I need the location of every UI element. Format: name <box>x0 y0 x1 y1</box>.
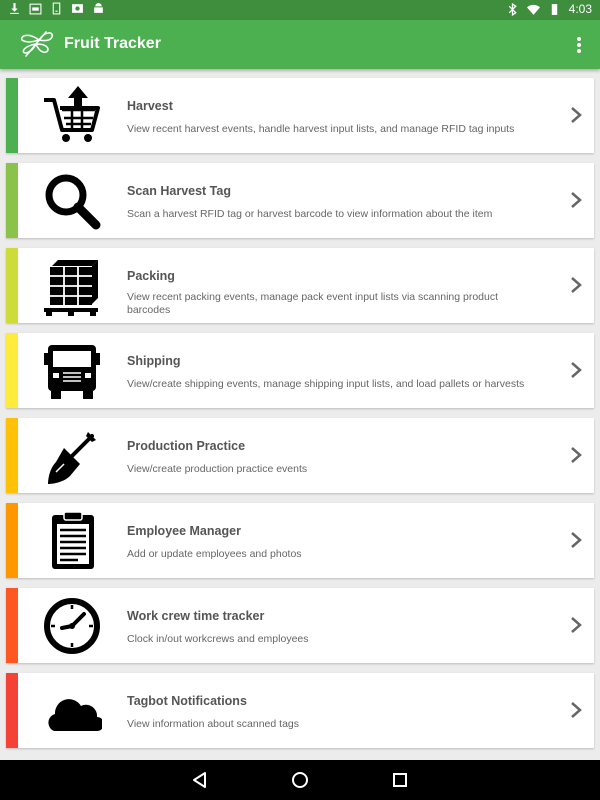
item-title: Employee Manager <box>127 524 241 538</box>
phone-icon <box>50 2 63 15</box>
notification-icons <box>8 2 105 15</box>
magnifier-icon <box>42 171 102 231</box>
item-title: Packing <box>127 269 175 283</box>
app-title: Fruit Tracker <box>64 35 161 52</box>
menu-item-tagbot-notifications[interactable] <box>6 673 594 748</box>
back-icon[interactable] <box>190 770 210 790</box>
battery-icon <box>548 3 561 16</box>
menu-item-shipping[interactable] <box>6 333 594 408</box>
color-stripe <box>6 673 18 748</box>
menu-item-harvest[interactable] <box>6 78 594 153</box>
menu-item-packing[interactable] <box>6 248 594 323</box>
item-description: Add or update employees and photos <box>127 548 302 560</box>
chevron-right-icon <box>570 106 582 124</box>
chevron-right-icon <box>570 531 582 549</box>
clipboard-icon <box>42 511 102 571</box>
recents-icon[interactable] <box>390 770 410 790</box>
item-title: Scan Harvest Tag <box>127 184 231 198</box>
chevron-right-icon <box>570 276 582 294</box>
item-description: Scan a harvest RFID tag or harvest barcode to view information about the item <box>127 208 493 220</box>
chevron-right-icon <box>570 191 582 209</box>
color-stripe <box>6 163 18 238</box>
item-title: Tagbot Notifications <box>127 694 247 708</box>
item-description: Clock in/out workcrews and employees <box>127 633 309 645</box>
chevron-right-icon <box>570 361 582 379</box>
home-icon[interactable] <box>290 770 310 790</box>
color-stripe <box>6 588 18 663</box>
item-description: View/create shipping events, manage shipping input lists, and load pallets or harvests <box>127 378 525 390</box>
color-stripe <box>6 248 18 323</box>
cloud-icon <box>42 681 102 741</box>
calendar-icon <box>29 2 42 15</box>
pallet-icon <box>42 256 102 316</box>
menu-item-scan-harvest-tag[interactable] <box>6 163 594 238</box>
download-icon <box>8 2 21 15</box>
color-stripe <box>6 333 18 408</box>
android-icon <box>92 2 105 15</box>
menu-item-employee-manager[interactable] <box>6 503 594 578</box>
system-icons <box>506 2 592 16</box>
item-title: Shipping <box>127 354 181 368</box>
color-stripe <box>6 78 18 153</box>
item-description: View information about scanned tags <box>127 718 299 730</box>
shovel-icon <box>42 426 102 486</box>
menu-item-work-crew-time-tracker[interactable] <box>6 588 594 663</box>
overflow-menu-icon[interactable] <box>572 34 586 56</box>
item-description: View recent harvest events, handle harvest input lists, and manage RFID tag inputs <box>127 123 515 135</box>
photo-icon <box>71 2 84 15</box>
color-stripe <box>6 503 18 578</box>
color-stripe <box>6 418 18 493</box>
menu-list <box>6 78 594 758</box>
status-time: 4:03 <box>568 2 592 16</box>
app-bar <box>0 20 600 69</box>
chevron-right-icon <box>570 446 582 464</box>
status-bar <box>0 0 600 20</box>
item-title: Production Practice <box>127 439 246 453</box>
chevron-right-icon <box>570 616 582 634</box>
menu-item-production-practice[interactable] <box>6 418 594 493</box>
item-title: Harvest <box>127 99 173 113</box>
item-title: Work crew time tracker <box>127 609 265 623</box>
clock-icon <box>42 596 102 656</box>
cart-icon <box>42 86 102 146</box>
wifi-icon <box>527 3 540 16</box>
navigation-bar <box>0 760 600 800</box>
item-description: View/create production practice events <box>127 463 308 475</box>
truck-icon <box>42 341 102 401</box>
bluetooth-icon <box>506 3 519 16</box>
chevron-right-icon <box>570 701 582 719</box>
dragonfly-logo-icon <box>18 28 56 60</box>
item-description: View recent packing events, manage pack event input lists via scanning product barcodes <box>127 291 499 316</box>
